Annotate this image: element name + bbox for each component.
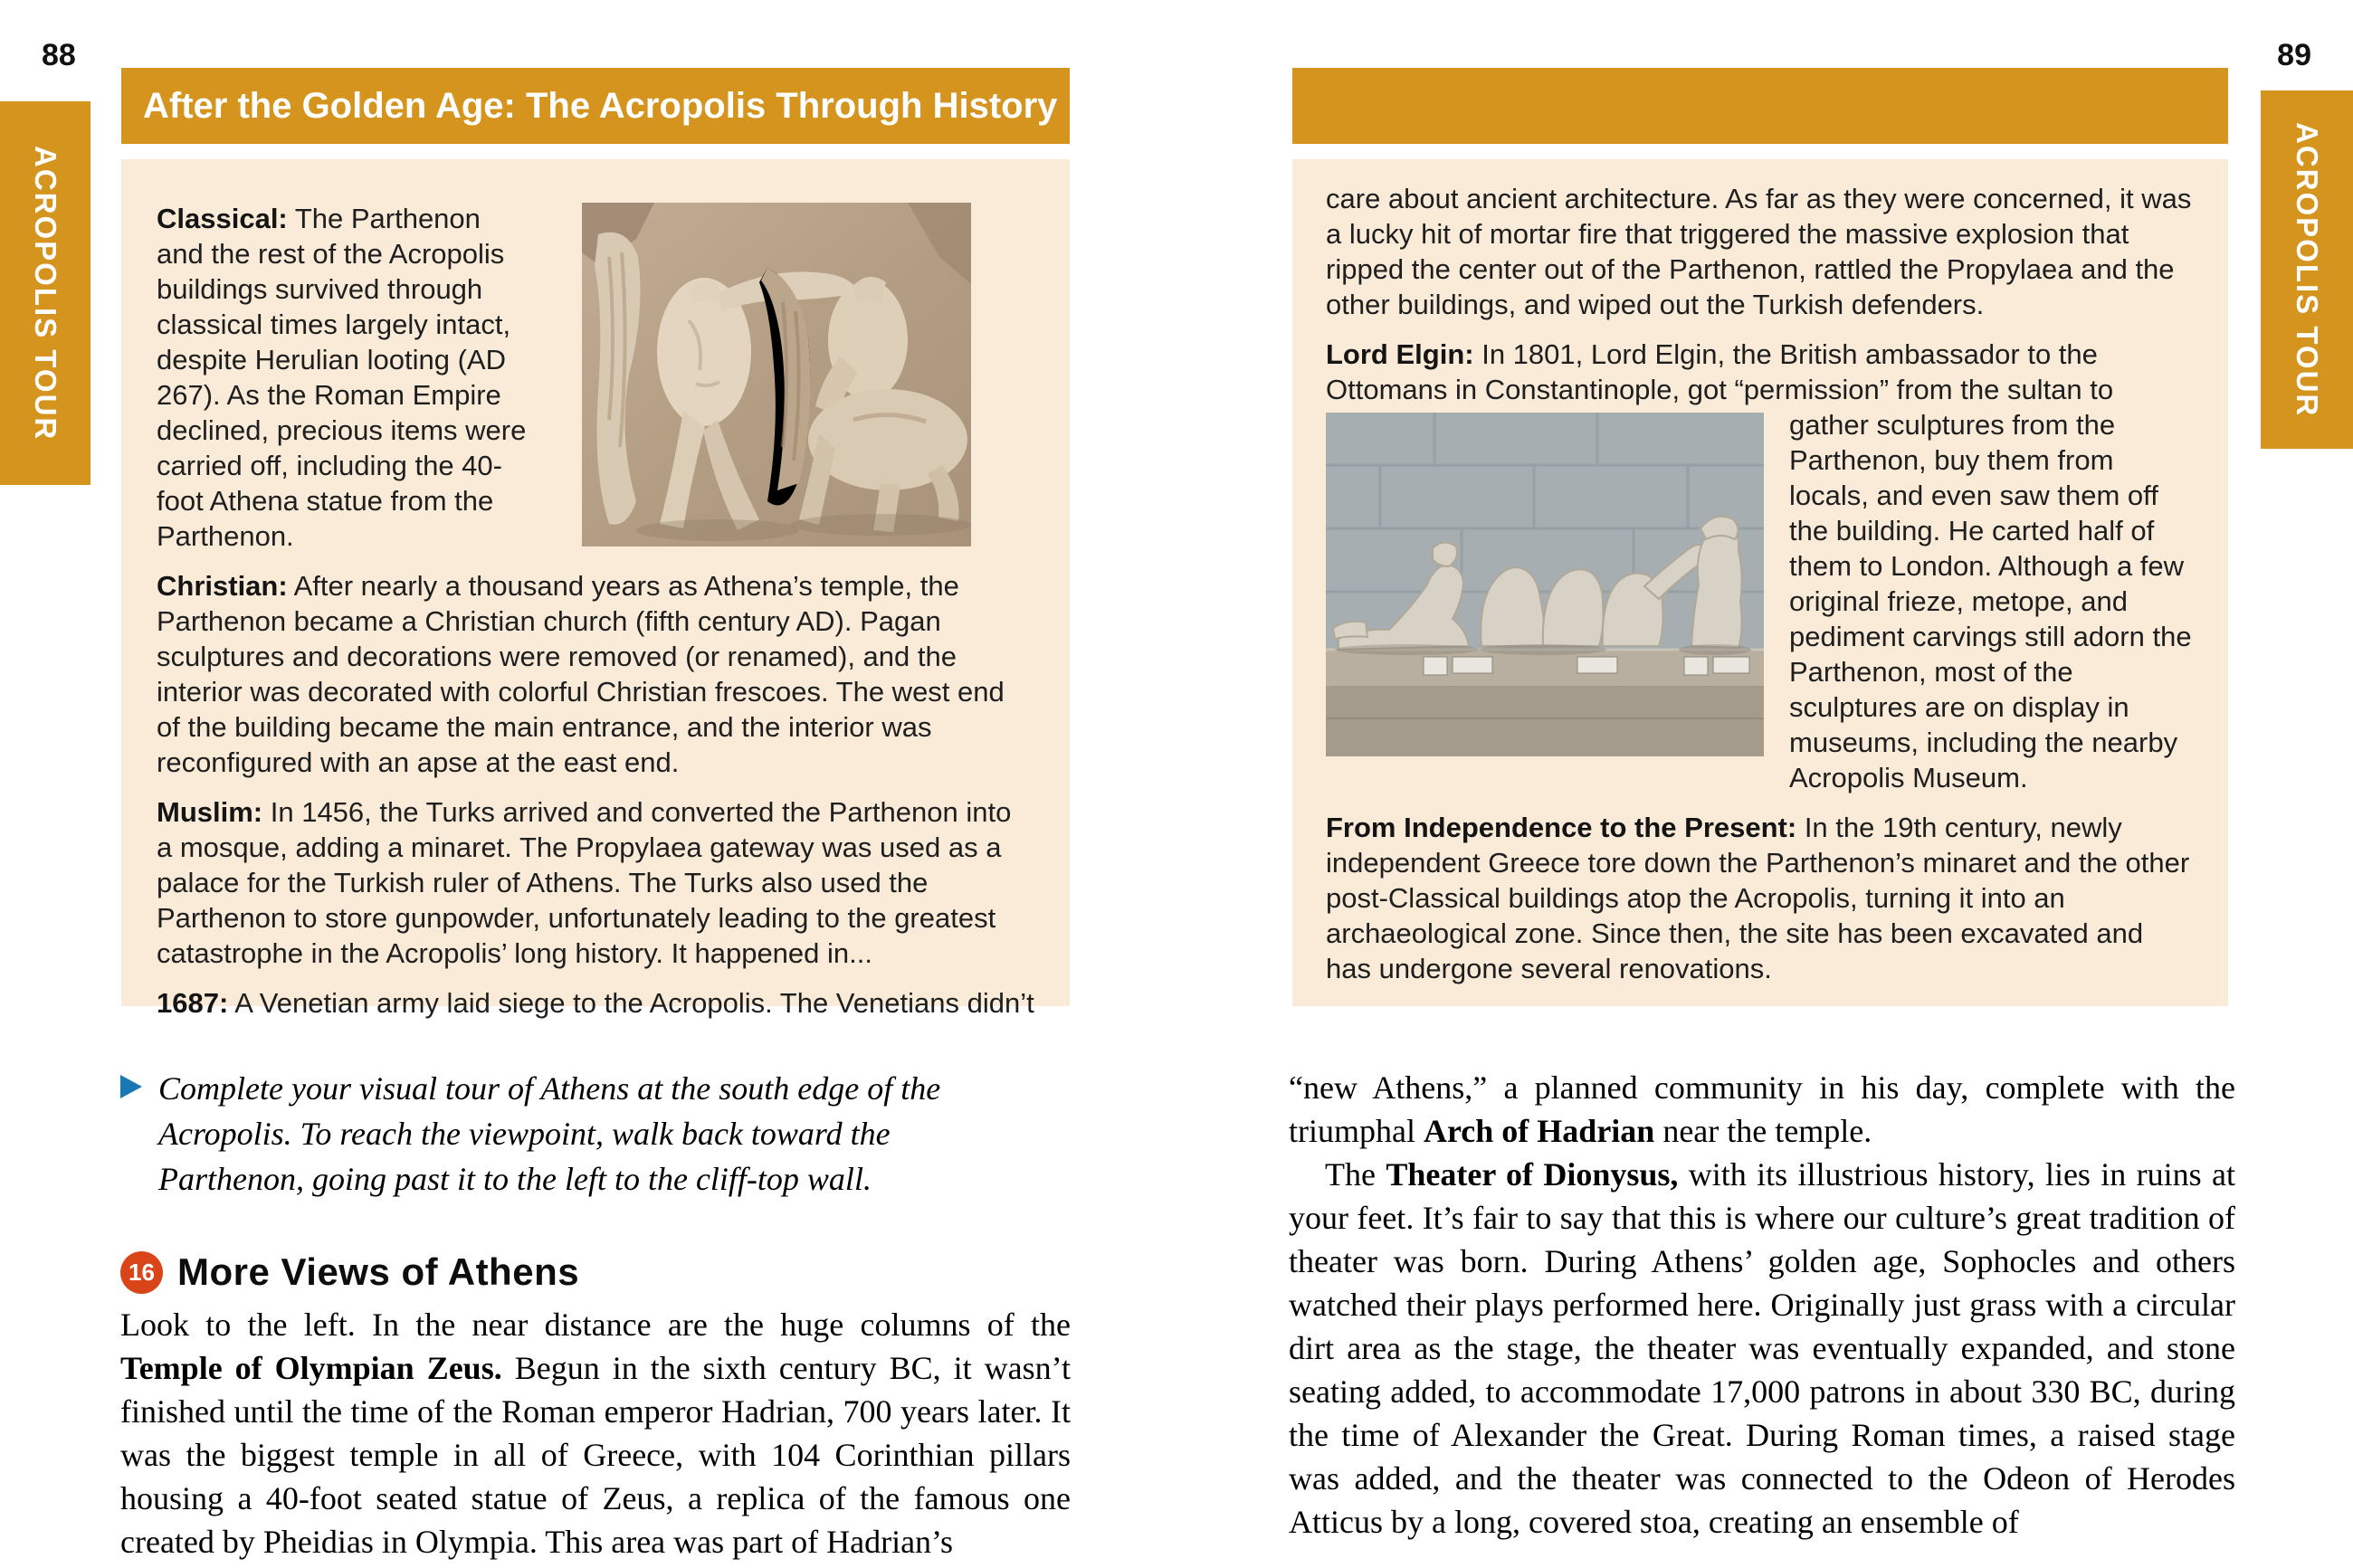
body-paragraph: Look to the left. In the near distance are the huge columns of the Temple of Olympian Zeus. Begun in the sixth century BC, it wasn’t finished until the time of the Roman emperor Hadrian, 700 years later. It was the biggest temple in all of Greece, with 104 Corinthian pillars housing a 40-foot seated statue of Zeus, a replica of the famous one created by Pheidias in Olympia. This area was part of Hadrian’s — [120, 1307, 1071, 1560]
history-sidebar-right — [1292, 159, 2228, 1006]
paragraph-text: In the 19th century, newly independent Greece tore down the Parthenon’s minaret and the other post-Classical buildings atop the Acropolis, turning it into an archaeological zone. Since then, the site has been excavated and has undergone several renovations. — [1326, 812, 2190, 984]
section-heading-title: More Views of Athens — [177, 1250, 580, 1293]
chapter-tab-right — [2261, 90, 2353, 449]
paragraph-label: Lord Elgin: — [1326, 338, 1474, 370]
paragraph-text: In 1456, the Turks arrived and converted the Parthenon into a mosque, adding a minaret. The Propylaea gateway was used as a palace for the Turkish ruler of Athens. The Turks also used the Parthenon to store gunpowder, unfortunately leading to the greatest catastrophe in the Acropolis’ long history. It happened in... — [157, 796, 1012, 969]
walking-instruction-text: Complete your visual tour of Athens at the south edge of the Acropolis. To reach the viewpoint, walk back toward the Parthenon, going past it to the left to the cliff-top wall. — [158, 1070, 941, 1197]
paragraph-label: Classical: — [157, 203, 288, 234]
right-page-body — [1289, 1066, 2235, 1544]
walking-instruction — [120, 1066, 1071, 1202]
paragraph-text: A Venetian army laid siege to the Acropolis. The Venetians didn’t — [228, 987, 1034, 1019]
metope-relief-illustration — [582, 203, 971, 546]
paragraph-text: care about ancient architecture. As far as they were concerned, it was a lucky hit of mortar fire that triggered the massive explosion that ripped the center out of the Parthenon, rattled the Propylaea and the other buildings, and wiped out the Turkish defenders. — [1326, 183, 2192, 320]
sidebar-paragraph-classical — [157, 201, 1034, 554]
paragraph-label: From Independence to the Present: — [1326, 812, 1797, 843]
paragraph-text: In 1801, Lord Elgin, the British ambassador to the Ottomans in Constantinople, got “permission” from the sultan to gather — [1326, 338, 2114, 441]
paragraph-label: 1687: — [157, 987, 229, 1019]
sidebar-paragraph-muslim — [157, 794, 1034, 971]
chapter-tab-label: ACROPOLIS TOUR — [29, 145, 62, 442]
tour-stop-number-badge: 16 — [120, 1251, 163, 1294]
chapter-tab-left — [0, 101, 90, 485]
body-paragraph: “new Athens,” a planned community in his day, complete with the triumphal Arch of Hadrian near the temple. — [1289, 1069, 2235, 1149]
paragraph-text: After nearly a thousand years as Athena’s temple, the Parthenon became a Christian church (fifth century AD). Pagan sculptures and decorations were removed (or renamed), and the interior was decorated with colorful Christian frescoes. The west end of the building became the main entrance, and the interior was reconfigured with an apse at the east end. — [157, 570, 1005, 778]
chapter-tab-label: ACROPOLIS TOUR — [2291, 121, 2324, 418]
parthenon-metope-photo — [582, 203, 971, 546]
elgin-marbles-photo — [1326, 413, 1764, 756]
page-number-right: 89 — [2277, 38, 2311, 72]
paragraph-label: Christian: — [157, 570, 288, 602]
sidebar-paragraph-1687 — [157, 985, 1034, 1021]
sidebar-paragraph-intro — [1326, 181, 2195, 322]
sidebar-title: After the Golden Age: The Acropolis Through History — [143, 85, 1058, 126]
paragraph-text: The Parthenon and the rest of the Acropolis buildings survived through classical times largely intact, despite Herulian looting (AD 267). As the Roman Empire declined, precious items were carried off, including the 40-foot Athena statue from the Parthenon. — [157, 203, 527, 552]
sidebar-title-bar — [121, 68, 1070, 144]
section-heading — [120, 1250, 1071, 1294]
history-sidebar-left — [121, 159, 1070, 1019]
paragraph-label: Muslim: — [157, 796, 263, 828]
body-paragraph: The Theater of Dionysus, with its illustrious history, lies in ruins at your feet. It’s fair to say that this is where our culture’s great tradition of theater was born. During Athens’ golden age, Sophocles and others watched their plays performed here. Originally just grass with a circular dirt area as the stage, the theater was eventually expanded, and stone seating added, to accommodate 17,000 patrons in about 330 BC, during the time of Alexander the Great. During Roman times, a raised stage was added, and the theater was connected to the Odeon of Herodes Atticus by a long, covered stoa, creating an ensemble of — [1289, 1156, 2236, 1540]
elgin-marbles-illustration — [1326, 413, 1764, 756]
left-page-body — [120, 1066, 1071, 1563]
sidebar-paragraph-christian — [157, 568, 1034, 780]
sidebar-paragraph-independence — [1326, 810, 2195, 986]
page-number-left: 88 — [42, 38, 76, 72]
sidebar-paragraph-elgin — [1326, 337, 2195, 795]
jump-arrow-icon — [120, 1075, 142, 1098]
paragraph-text: sculptures from the Parthenon, buy them from locals, and even saw them off the building. He carted half of them to London. Although a few original frieze, metope, and pediment carvings still adorn the Parthenon, most of the sculptures are on display in museums, including the nearby Acropolis Museum. — [1789, 409, 2192, 794]
sidebar-title-bar-continuation — [1292, 68, 2228, 144]
